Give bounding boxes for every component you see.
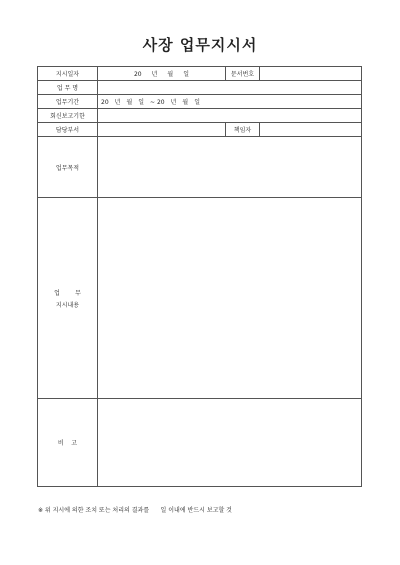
- instruction-form: [37, 66, 362, 487]
- purpose-label: 업무목적: [38, 137, 98, 198]
- document-title: 사장 업무지시서: [142, 36, 258, 54]
- row-content: [38, 198, 362, 399]
- task-period-label: 업무기간: [38, 95, 98, 109]
- period-end-year-unit: 년: [170, 99, 177, 106]
- row-task-name: [38, 81, 362, 95]
- department-label: 담당부서: [38, 123, 98, 137]
- instruction-date-label: 지시일자: [38, 67, 98, 81]
- content-label: [38, 198, 98, 399]
- footer-note: ※ 위 지시에 의한 조치 또는 처리의 결과를 일 이내에 반드시 보고할 것: [38, 507, 232, 514]
- period-start-day-unit: 일: [138, 99, 145, 106]
- reply-deadline-value[interactable]: [98, 109, 362, 123]
- period-start-month-unit: 월: [126, 99, 133, 106]
- content-label-line2: 지시내용: [55, 301, 80, 309]
- remarks-value[interactable]: [98, 399, 362, 487]
- reply-deadline-label: 회신보고기한: [38, 109, 98, 123]
- period-start-prefix: 20: [101, 99, 109, 106]
- row-purpose: [38, 137, 362, 198]
- doc-number-value[interactable]: [260, 67, 362, 81]
- row-department: [38, 123, 362, 137]
- department-value[interactable]: [98, 123, 226, 137]
- purpose-value[interactable]: [98, 137, 362, 198]
- manager-label: 책임자: [226, 123, 260, 137]
- task-name-value[interactable]: [98, 81, 362, 95]
- content-value[interactable]: [98, 198, 362, 399]
- doc-number-label: 문서번호: [226, 67, 260, 81]
- row-remarks: [38, 399, 362, 487]
- date-year-prefix: 20: [133, 71, 142, 78]
- task-period-value[interactable]: [98, 95, 362, 109]
- period-end-month-unit: 월: [182, 99, 189, 106]
- period-start-year-unit: 년: [114, 99, 121, 106]
- row-instruction-date: [38, 67, 362, 81]
- date-year-unit: 년: [151, 71, 158, 78]
- manager-value[interactable]: [260, 123, 362, 137]
- content-label-line1: 업 무: [54, 289, 81, 297]
- instruction-date-value[interactable]: [98, 67, 226, 81]
- period-end-day-unit: 일: [194, 99, 200, 106]
- task-name-label: 업 무 명: [38, 81, 98, 95]
- period-end-prefix: ~ 20: [150, 99, 165, 106]
- row-reply-deadline: [38, 109, 362, 123]
- date-month-unit: 월: [167, 71, 174, 78]
- remarks-label: 비 고: [38, 399, 98, 487]
- date-day-unit: 일: [183, 71, 190, 78]
- row-task-period: [38, 95, 362, 109]
